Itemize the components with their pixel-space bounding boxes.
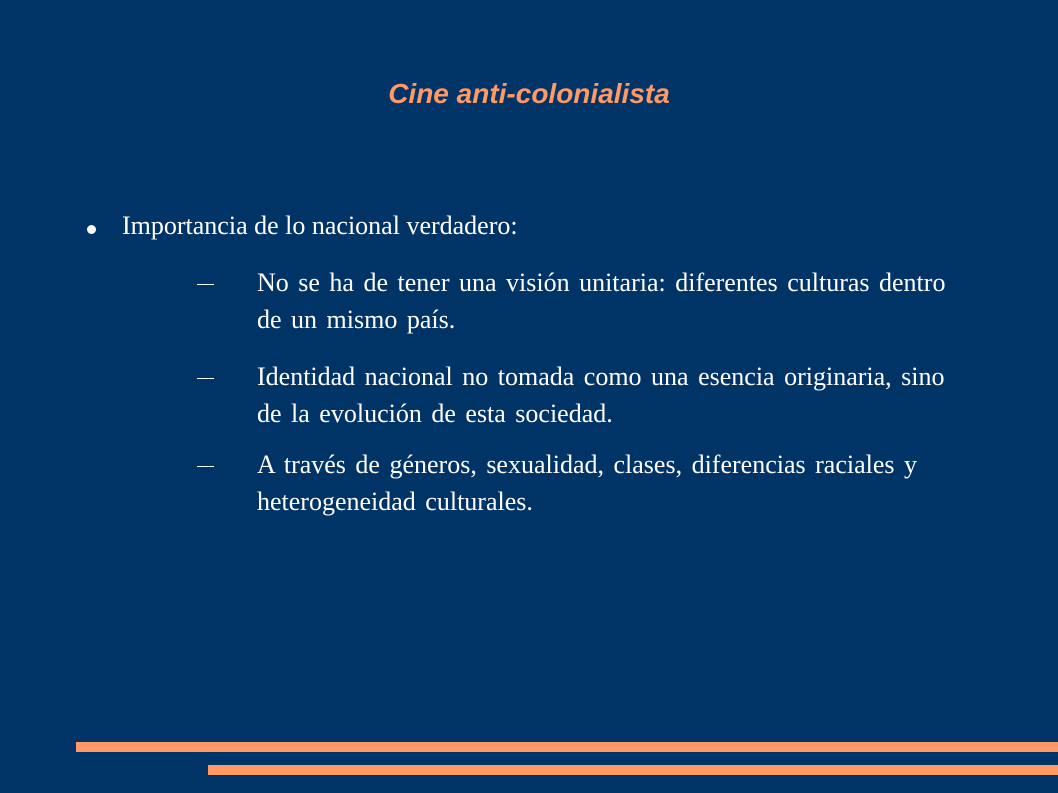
bullet-dot-icon: [87, 225, 96, 234]
sub-bullet-item-1: No se ha de tener una visión unitaria: diferentes culturas dentro de un mismo país.: [257, 268, 946, 334]
dash-icon: [197, 378, 214, 379]
decorative-bar-bottom: [208, 765, 1058, 775]
sub-bullet-item-3: A través de géneros, sexualidad, clases, diferencias raciales y heterogeneidad culturales.: [257, 450, 918, 516]
dash-icon: [197, 466, 214, 467]
sub-bullet-item-2: Identidad nacional no tomada como una esencia originaria, sino de la evolución de esta sociedad.: [257, 362, 945, 428]
decorative-bar-top: [76, 742, 1058, 752]
dash-icon: [197, 284, 214, 285]
slide-title: Cine anti-colonialista: [388, 78, 670, 109]
bullet-item-text: Importancia de lo nacional verdadero:: [122, 211, 518, 240]
